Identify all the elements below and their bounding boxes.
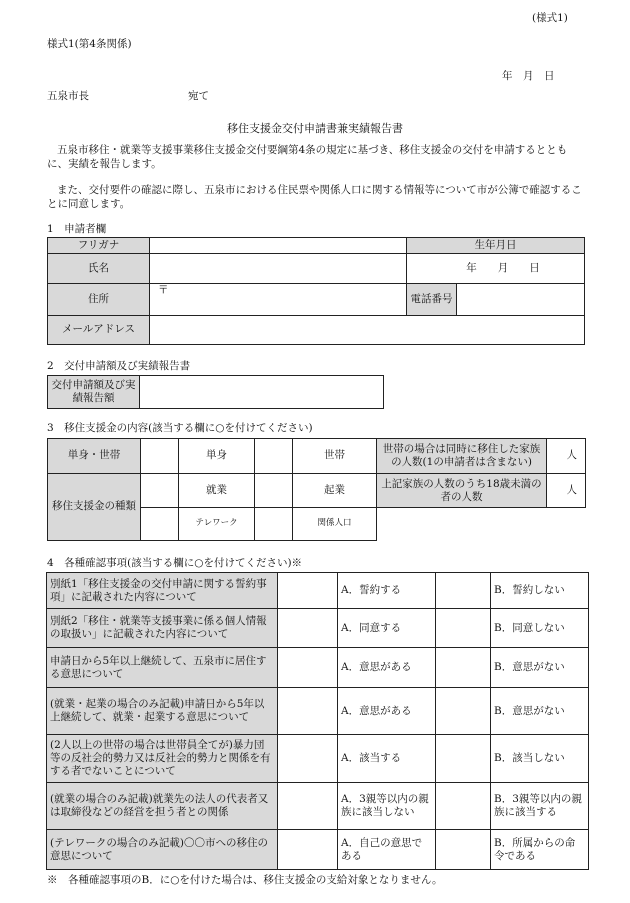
household-label: 単身・世帯	[48, 439, 141, 474]
option-b-checkbox[interactable]	[436, 783, 491, 830]
support-type-table	[47, 438, 586, 541]
household-type-label: 世帯	[293, 439, 377, 474]
paragraph-application: 五泉市移住・就業等支援事業移住支援金交付要綱第4条の規定に基づき、移住支援金の交付を申請するとともに、実績を報告します。	[47, 144, 568, 170]
section-3-heading: 3 移住支援金の内容(該当する欄に○を付けてください)	[47, 422, 313, 434]
furigana-label: フリガナ	[48, 238, 150, 254]
recipient: 五泉市長	[47, 90, 89, 102]
option-a-checkbox[interactable]	[278, 688, 338, 735]
confirmation-item: (就業の場合のみ記載)就業先の法人の代表者又は取締役などの経営を担う者との関係	[47, 783, 278, 830]
document-title: 移住支援金交付申請書兼実績報告書	[227, 122, 403, 135]
amount-input[interactable]	[140, 376, 384, 409]
amount-label: 交付申請額及び実績報告額	[48, 376, 140, 409]
employment-label: 就業	[179, 474, 255, 508]
support-type-label: 移住支援金の種類	[48, 474, 141, 541]
option-a-label: A．3親等以内の親族に該当しない	[338, 783, 436, 830]
recipient-suffix: 宛て	[188, 90, 209, 102]
option-a-checkbox[interactable]	[278, 735, 338, 783]
related-population-label: 関係人口	[293, 508, 377, 541]
confirmation-item: (テレワークの場合のみ記載)〇〇市への移住の意思について	[47, 830, 278, 870]
confirmation-item: (就業・起業の場合のみ記載)申請日から5年以上継続して、就業・起業する意思について	[47, 688, 278, 735]
option-b-checkbox[interactable]	[436, 573, 491, 609]
date-line: 年 月 日	[502, 70, 555, 82]
option-a-checkbox[interactable]	[278, 609, 338, 648]
option-a-label: A．同意する	[338, 609, 436, 648]
single-checkbox[interactable]	[141, 439, 179, 474]
household-checkbox[interactable]	[255, 439, 293, 474]
birthdate-input[interactable]: 年 月 日	[407, 254, 585, 284]
employment-checkbox[interactable]	[141, 474, 179, 508]
name-label: 氏名	[48, 254, 150, 284]
confirmation-item: 別紙1「移住支援金の交付申請に関する誓約事項」に記載された内容について	[47, 573, 278, 609]
option-b-checkbox[interactable]	[436, 648, 491, 688]
startup-label: 起業	[293, 474, 377, 508]
email-label: メールアドレス	[48, 316, 150, 345]
name-input[interactable]	[150, 254, 407, 284]
option-a-checkbox[interactable]	[278, 573, 338, 609]
option-a-label: A．誓約する	[338, 573, 436, 609]
phone-label: 電話番号	[407, 284, 457, 316]
option-a-checkbox[interactable]	[278, 830, 338, 870]
amount-table	[47, 375, 384, 409]
confirmation-item: (2人以上の世帯の場合は世帯員全てが)暴力団等の反社会的勢力又は反社会的勢力と関係を有する者でないことについて	[47, 735, 278, 783]
family-count-input[interactable]: 人	[547, 439, 586, 474]
birthdate-label: 生年月日	[407, 238, 585, 254]
option-b-label: B．所属からの命令である	[491, 830, 589, 870]
telework-label: テレワーク	[179, 508, 255, 541]
family-count-note: 世帯の場合は同時に移住した家族の人数(1の申請者は含まない)	[377, 439, 547, 474]
confirmation-item: 申請日から5年以上継続して、五泉市に居住する意思について	[47, 648, 278, 688]
form-number-right: (様式1)	[532, 12, 568, 24]
phone-input[interactable]	[457, 284, 585, 316]
paragraph-consent: また、交付要件の確認に際し、五泉市における住民票や関係人口に関する情報等について市が公簿で確認することに同意します。	[47, 184, 582, 210]
applicant-table	[47, 237, 585, 345]
option-b-label: B．該当しない	[491, 735, 589, 783]
option-b-checkbox[interactable]	[436, 688, 491, 735]
option-a-label: A．該当する	[338, 735, 436, 783]
under18-note: 上記家族の人数のうち18歳未満の者の人数	[377, 474, 547, 508]
section-1-heading: 1 申請者欄	[47, 223, 107, 235]
section-4-heading: 4 各種確認事項(該当する欄に○を付けてください)※	[47, 557, 303, 569]
startup-checkbox[interactable]	[255, 474, 293, 508]
option-a-label: A．意思がある	[338, 648, 436, 688]
option-b-label: B．意思がない	[491, 688, 589, 735]
telework-checkbox[interactable]	[141, 508, 179, 541]
option-b-label: B．意思がない	[491, 648, 589, 688]
address-input[interactable]	[150, 284, 407, 316]
option-b-label: B．誓約しない	[491, 573, 589, 609]
option-a-label: A．自己の意思である	[338, 830, 436, 870]
option-b-checkbox[interactable]	[436, 609, 491, 648]
single-label: 単身	[179, 439, 255, 474]
confirmation-item: 別紙2「移住・就業等支援事業に係る個人情報の取扱い」に記載された内容について	[47, 609, 278, 648]
under18-count-input[interactable]: 人	[547, 474, 586, 508]
email-input[interactable]	[150, 316, 585, 345]
section-2-heading: 2 交付申請額及び実績報告書	[47, 360, 191, 372]
option-b-checkbox[interactable]	[436, 830, 491, 870]
option-a-checkbox[interactable]	[278, 648, 338, 688]
address-label: 住所	[48, 284, 150, 316]
option-b-checkbox[interactable]	[436, 735, 491, 783]
furigana-input[interactable]	[150, 238, 407, 254]
confirmation-table	[46, 572, 589, 870]
option-b-label: B．同意しない	[491, 609, 589, 648]
option-a-checkbox[interactable]	[278, 783, 338, 830]
option-a-label: A．意思がある	[338, 688, 436, 735]
postal-mark: 〒	[158, 284, 169, 296]
option-b-label: B．3親等以内の親族に該当する	[491, 783, 589, 830]
related-population-checkbox[interactable]	[255, 508, 293, 541]
form-reference: 様式1(第4条関係)	[47, 38, 132, 50]
footnote: ※ 各種確認事項のB．に○を付けた場合は、移住支援金の支給対象となりません。	[47, 874, 443, 886]
